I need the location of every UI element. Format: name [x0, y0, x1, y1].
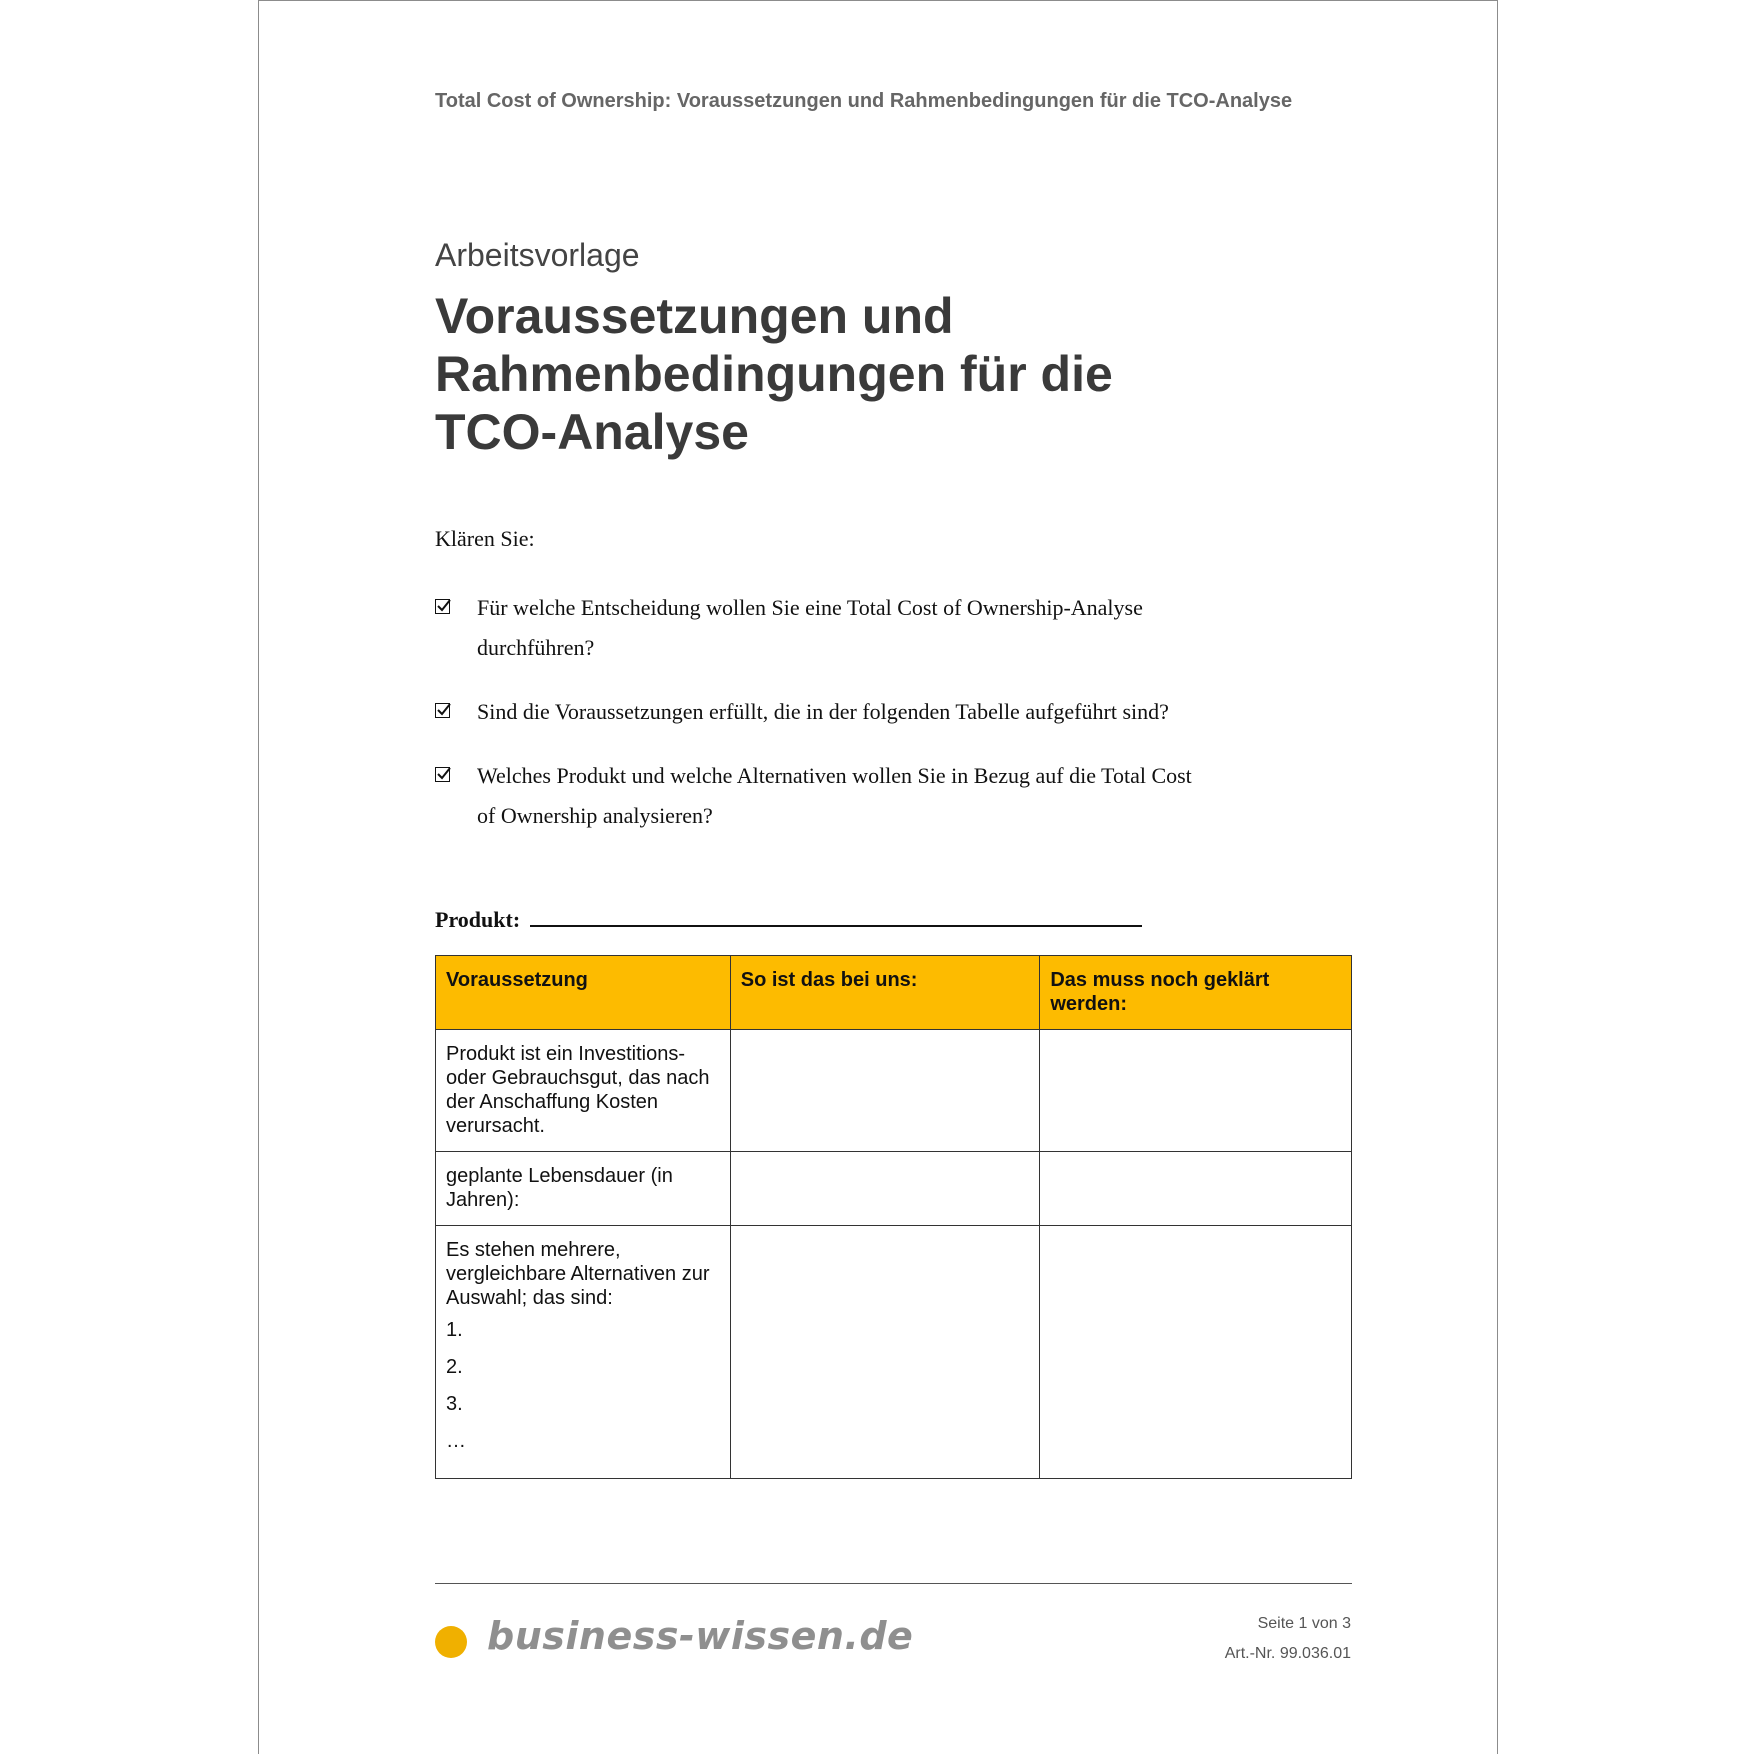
checked-box-icon [435, 599, 450, 614]
column-header: So ist das bei uns: [730, 956, 1040, 1030]
table-row [436, 1030, 1352, 1152]
column-header: Voraussetzung [436, 956, 731, 1030]
document-kicker: Arbeitsvorlage [435, 237, 640, 273]
table-cell [1040, 1152, 1352, 1226]
checklist-item [435, 692, 1195, 732]
checked-box-icon [435, 703, 450, 718]
title-line: TCO-Analyse [435, 404, 749, 460]
table-cell [1040, 1030, 1352, 1152]
alternatives-list [446, 1318, 720, 1453]
brand-logo: business-wissen.de [487, 1614, 914, 1658]
table-cell [730, 1226, 1040, 1479]
checked-box-icon [435, 767, 450, 782]
table-cell [730, 1030, 1040, 1152]
checklist-item [435, 588, 1195, 668]
table-row [436, 1152, 1352, 1226]
table-header-row [436, 956, 1352, 1030]
checklist-item-text: Welches Produkt und welche Alternativen wollen Sie in Bezug auf die Total Cost of Ownership analysieren? [477, 763, 1192, 828]
checklist-item [435, 756, 1195, 836]
table-cell: geplante Lebensdauer (in Jahren): [436, 1152, 731, 1226]
table-cell [730, 1152, 1040, 1226]
list-item: 1. [446, 1319, 463, 1341]
table-cell-text: Es stehen mehrere, vergleichbare Alternativen zur Auswahl; das sind: [446, 1239, 710, 1309]
checklist-item-text: Für welche Entscheidung wollen Sie eine Total Cost of Ownership-Analyse durchführen? [477, 595, 1143, 660]
checklist [435, 588, 1195, 860]
table-row [436, 1226, 1352, 1479]
logo-dot-icon [435, 1626, 467, 1658]
product-blank-line [530, 903, 1142, 927]
article-number: Art.-Nr. 99.036.01 [1224, 1645, 1351, 1662]
running-header: Total Cost of Ownership: Voraussetzungen und Rahmenbedingungen für die TCO-Analyse [435, 90, 1293, 112]
page-info [1225, 1609, 1351, 1669]
product-field [435, 903, 1142, 933]
column-header: Das muss noch geklärt werden: [1040, 956, 1352, 1030]
list-item: … [446, 1430, 466, 1452]
list-item: 3. [446, 1393, 463, 1415]
title-line: Voraussetzungen und [435, 288, 954, 344]
page-number: Seite 1 von 3 [1257, 1615, 1351, 1632]
list-item: 2. [446, 1356, 463, 1378]
checklist-item-text: Sind die Voraussetzungen erfüllt, die in der folgenden Tabelle aufgeführt sind? [477, 699, 1169, 724]
title-line: Rahmenbedingungen für die [435, 346, 1113, 402]
table-cell [1040, 1226, 1352, 1479]
table-cell [436, 1226, 731, 1479]
intro-text: Klären Sie: [435, 526, 535, 551]
product-label: Produkt: [435, 907, 521, 932]
footer-divider [435, 1583, 1352, 1584]
table-cell: Produkt ist ein Investitions- oder Gebrauchsgut, das nach der Anschaffung Kosten verursacht. [436, 1030, 731, 1152]
requirements-table [435, 955, 1352, 1479]
document-page [258, 0, 1498, 1754]
document-title [435, 287, 1235, 461]
